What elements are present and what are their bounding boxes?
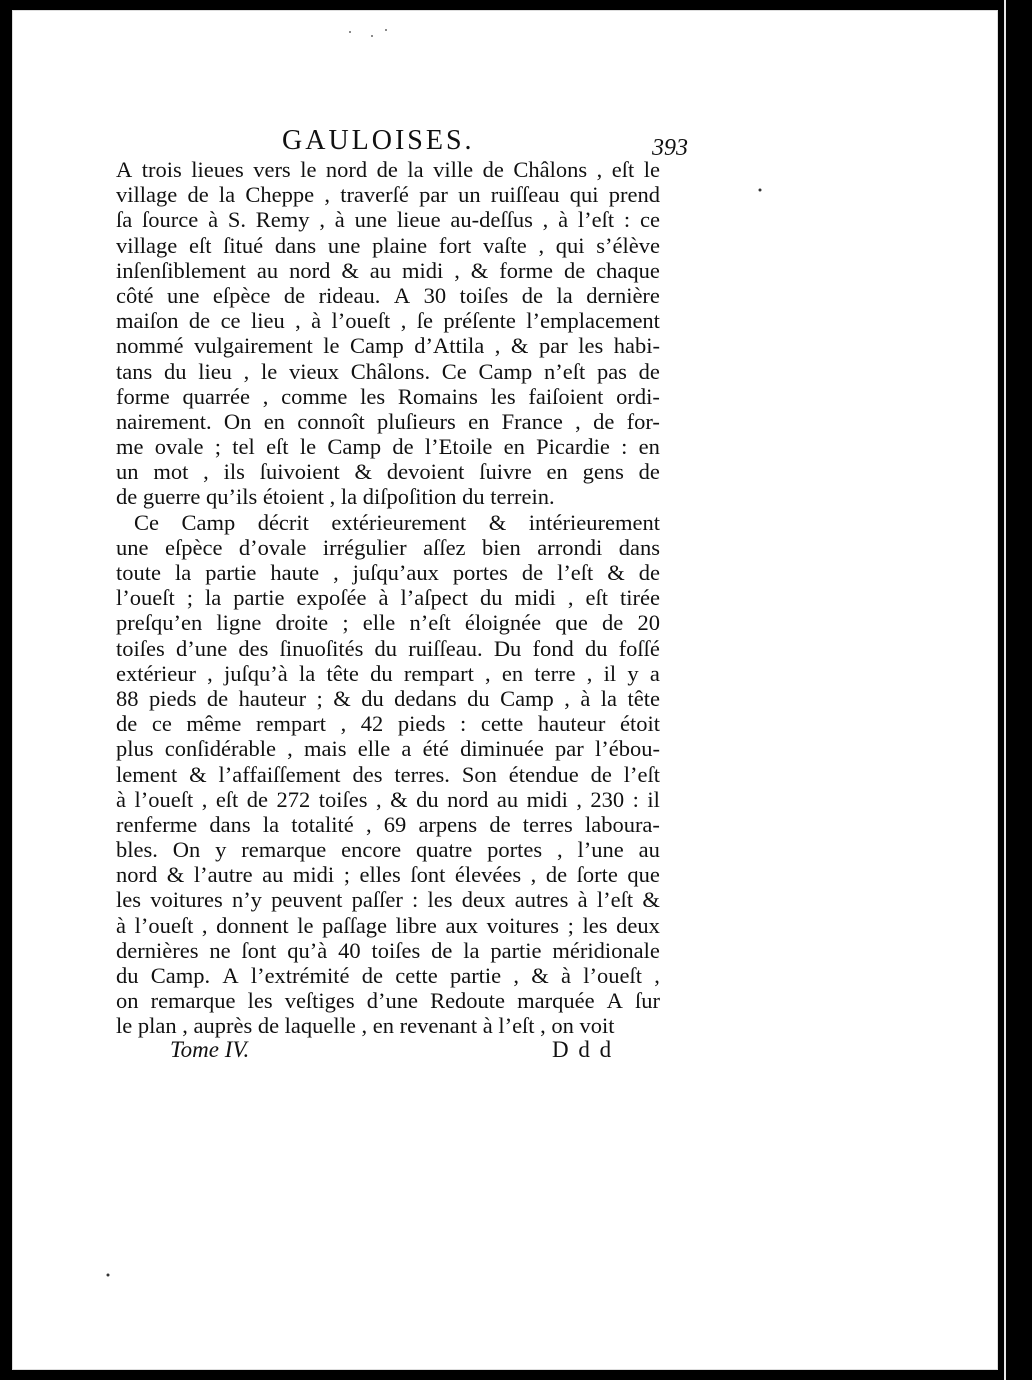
page-footer [170, 1037, 620, 1067]
text-line: village de la Cheppe , traverſé par un ruiſſeau qui prend [116, 182, 660, 208]
text-line: plus conſidérable , mais elle a été diminuée par l’ébou- [116, 736, 660, 762]
text-line: un mot , ils ſuivoient & devoient ſuivre en gens de [116, 459, 660, 485]
text-line: de guerre qu’ils étoient , la diſpoſition du terrein. [116, 484, 555, 510]
text-line: me ovale ; tel eſt le Camp de l’Etoile en Picardie : en [116, 434, 660, 460]
text-line: le plan , auprès de laquelle , en revenant à l’eſt , on voit [116, 1013, 615, 1039]
text-line: du Camp. A l’extrémité de cette partie , & à l’oueſt , [116, 963, 660, 988]
text-line: 88 pieds de hauteur ; & du dedans du Camp , à la tête [116, 685, 660, 711]
text-line: tans du lieu , le vieux Châlons. Ce Camp n’eſt pas de [116, 358, 660, 384]
text-line: extérieur , juſqu’à la tête du rempart , en terre , il y a [116, 660, 660, 686]
text-line: nairement. On en connoît pluſieurs en France , de for- [116, 408, 660, 434]
text-line: les voitures n’y peuvent paſſer : les deux autres à l’eſt & [116, 887, 660, 913]
text-line: à l’oueſt , eſt de 272 toiſes , & du nord au midi , 230 : il [116, 786, 660, 812]
text-line: forme quarrée , comme les Romains les faiſoient ordi- [116, 383, 660, 409]
text-line: dernières ne ſont qu’à 40 toiſes de la partie méridionale [116, 937, 660, 963]
text-line: toiſes d’une des ſinuoſités du ruiſſeau. Du fond du foſſé [116, 635, 660, 661]
text-line: on remarque les veſtiges d’une Redoute marquée A ſur [116, 988, 660, 1014]
text-line: Ce Camp décrit extérieurement & intérieurement [134, 509, 660, 535]
text-line: maiſon de ce lieu , à l’oueſt , ſe préſente l’emplacement [116, 308, 660, 334]
text-line: l’oueſt ; la partie expoſée à l’aſpect du midi , eſt tirée [116, 585, 660, 611]
text-line: bles. On y remarque encore quatre portes , l’une au [116, 837, 660, 863]
text-line: nommé vulgairement le Camp d’Attila , & par les habi- [116, 333, 660, 359]
text-line: lement & l’affaiſſement des terres. Son étendue de l’eſt [116, 761, 660, 787]
text-line: inſenſiblement au nord & au midi , & forme de chaque [116, 257, 660, 283]
text-line: ſa ſource à S. Remy , à une lieue au-deſſus , à l’eſt : ce [116, 207, 660, 233]
text-line: une eſpèce d’ovale irrégulier aſſez bien arrondi dans [116, 534, 660, 560]
text-line: toute la partie haute , juſqu’aux portes de l’eſt & de [116, 560, 660, 585]
text-line: nord & l’autre au midi ; elles ſont élevées , de ſorte que [116, 862, 660, 888]
signature-mark: D d d [552, 1037, 614, 1062]
body-text [116, 157, 660, 1039]
text-line: preſqu’en ligne droite ; elle n’eſt éloignée que de 20 [116, 610, 660, 636]
text-line: A trois lieues vers le nord de la ville de Châlons , eſt le [116, 157, 660, 182]
text-line: côté une eſpèce de rideau. A 30 toiſes de la dernière [116, 282, 660, 308]
text-line: de ce même rempart , 42 pieds : cette hauteur étoit [116, 711, 660, 737]
running-head: GAULOISES. [282, 125, 475, 156]
volume-label: Tome IV. [170, 1037, 250, 1062]
text-line: renferme dans la totalité , 69 arpens de terres laboura- [116, 811, 660, 837]
scan-edge-shadow [998, 0, 1024, 1380]
text-line: village eſt ſitué dans une plaine fort vaſte , qui s’élève [116, 232, 660, 258]
text-line: à l’oueſt , donnent le paſſage libre aux voitures ; les deux [116, 912, 660, 938]
page-number: 393 [652, 135, 688, 161]
